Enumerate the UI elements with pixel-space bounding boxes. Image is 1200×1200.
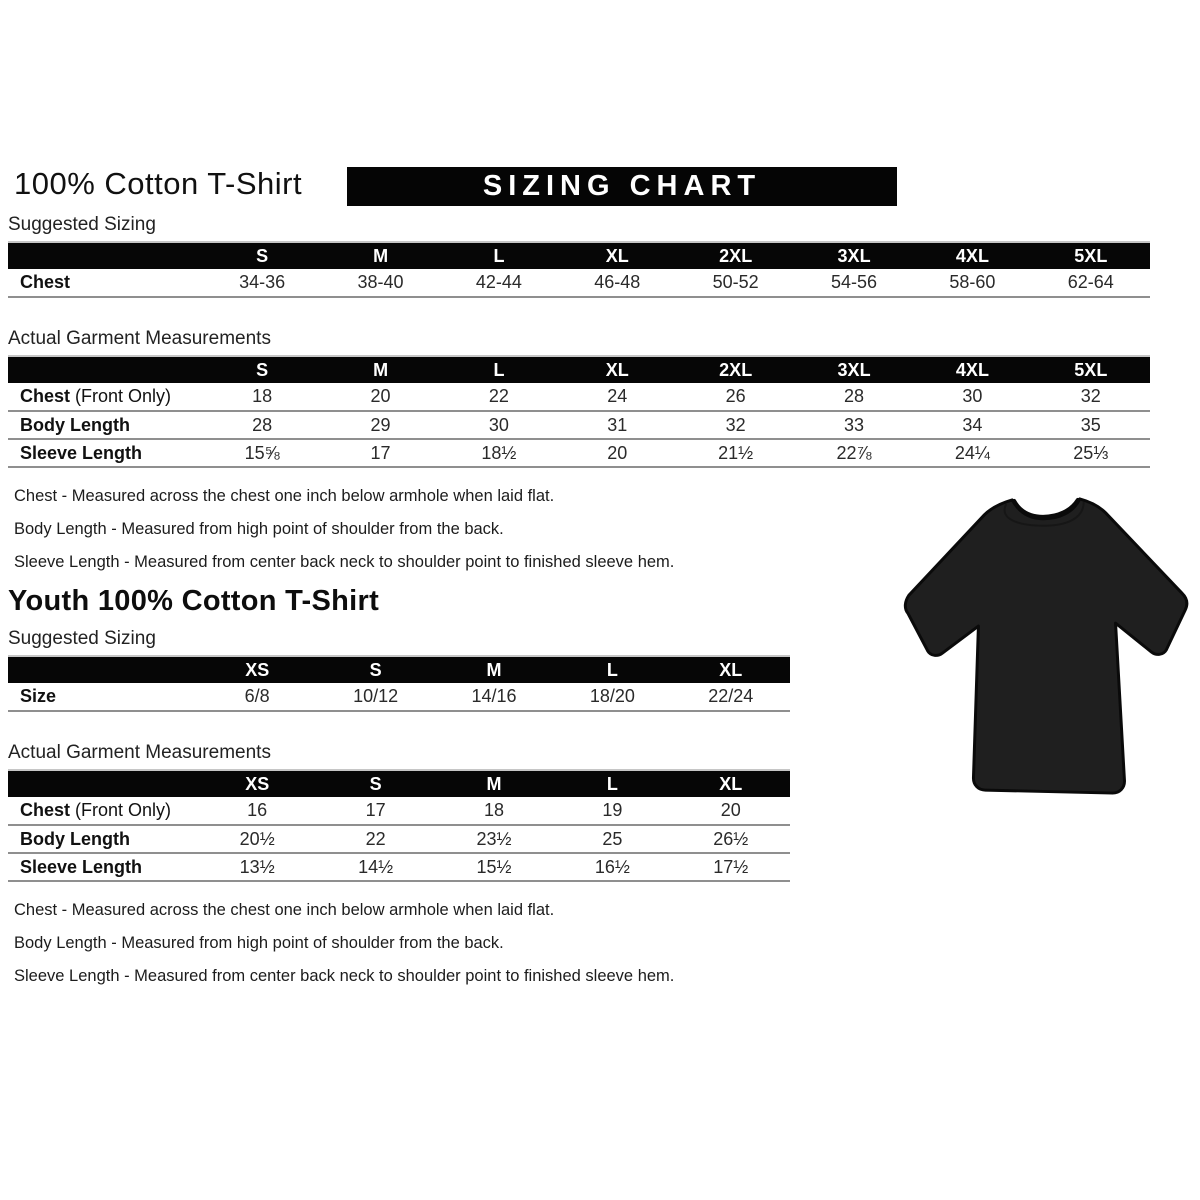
measurement-value: 20½ <box>239 828 275 849</box>
table-row <box>8 853 790 881</box>
row-label: Sleeve Length <box>20 856 143 877</box>
measurement-value: 46-48 <box>594 272 641 292</box>
measurement-value: 33 <box>844 414 865 435</box>
size-column-header: XL <box>558 242 676 269</box>
suggested-sizing-label: Suggested Sizing <box>8 214 156 235</box>
header-row <box>8 356 1150 383</box>
measurement-value: 19 <box>602 800 623 820</box>
sizing-chart-banner: SIZING CHART <box>347 167 897 206</box>
header-row <box>8 656 790 683</box>
row-label-header <box>8 356 203 383</box>
measurement-value: 24 <box>607 386 628 406</box>
table-row <box>8 797 790 825</box>
note-sleeve-length: Sleeve Length - Measured from center back neck to shoulder point to finished sleeve hem. <box>14 967 675 985</box>
row-label: Chest (Front Only) <box>20 800 172 820</box>
size-column-header: M <box>321 356 439 383</box>
measurement-value: 20 <box>720 800 741 820</box>
measurement-value: 22 <box>365 828 386 849</box>
youth-suggested-sizing-table <box>8 655 790 712</box>
row-label-header <box>8 770 198 797</box>
measurement-value: 54-56 <box>831 272 878 292</box>
measurement-value: 25 <box>602 828 623 849</box>
row-label: Body Length <box>20 828 130 849</box>
measurement-value: 34-36 <box>239 272 286 292</box>
table-row <box>8 683 790 711</box>
table-row <box>8 825 790 853</box>
table-row <box>8 269 1150 297</box>
top-heading-row <box>8 166 1200 210</box>
size-column-header: 5XL <box>1032 356 1150 383</box>
size-column-header: S <box>316 770 434 797</box>
youth-section-title: Youth 100% Cotton T-Shirt <box>8 585 380 617</box>
table-row <box>8 383 1150 411</box>
size-column-header: 4XL <box>913 242 1031 269</box>
measurement-value: 14½ <box>358 856 394 877</box>
measurement-value: 31 <box>607 414 628 435</box>
size-column-header: L <box>553 656 671 683</box>
header-row <box>8 770 790 797</box>
measurement-value: 30 <box>962 386 983 406</box>
measurement-value: 50-52 <box>712 272 759 292</box>
measurement-value: 24¼ <box>954 442 990 463</box>
table-row <box>8 439 1150 467</box>
size-column-header: XL <box>558 356 676 383</box>
measurement-value: 22/24 <box>708 686 754 706</box>
size-column-header: 3XL <box>795 356 913 383</box>
size-column-header: XL <box>672 656 790 683</box>
header-row <box>8 242 1150 269</box>
row-label: Chest <box>20 272 71 292</box>
measurement-value: 6/8 <box>244 686 270 706</box>
size-column-header: M <box>435 770 553 797</box>
measurement-value: 38-40 <box>357 272 404 292</box>
measurement-value: 21½ <box>718 442 754 463</box>
page-title: 100% Cotton T-Shirt <box>14 166 303 201</box>
note-sleeve-length: Sleeve Length - Measured from center back neck to shoulder point to finished sleeve hem. <box>14 553 675 571</box>
note-body-length: Body Length - Measured from high point of shoulder from the back. <box>14 520 504 538</box>
size-column-header: L <box>440 242 558 269</box>
measurement-value: 28 <box>844 386 865 406</box>
adult-actual-measurements-table <box>8 355 1150 468</box>
row-label: Body Length <box>20 414 130 435</box>
measurement-value: 20 <box>370 386 391 406</box>
measurement-value: 29 <box>370 414 391 435</box>
measurement-value: 58-60 <box>949 272 996 292</box>
measurement-value: 34 <box>962 414 983 435</box>
size-column-header: S <box>203 356 321 383</box>
table-row <box>8 411 1150 439</box>
size-column-header: L <box>553 770 671 797</box>
note-chest: Chest - Measured across the chest one inch below armhole when laid flat. <box>14 487 555 505</box>
size-column-header: M <box>321 242 439 269</box>
measurement-value: 30 <box>488 414 509 435</box>
row-label-header <box>8 242 203 269</box>
measurement-value: 14/16 <box>471 686 517 706</box>
youth-suggested-sizing-label: Suggested Sizing <box>8 628 156 649</box>
measurement-value: 26½ <box>713 828 749 849</box>
measurement-value: 13½ <box>239 856 275 877</box>
row-label-header <box>8 656 198 683</box>
size-column-header: 3XL <box>795 242 913 269</box>
note-body-length: Body Length - Measured from high point of shoulder from the back. <box>14 934 504 952</box>
size-column-header: 5XL <box>1032 242 1150 269</box>
note-chest: Chest - Measured across the chest one inch below armhole when laid flat. <box>14 901 555 919</box>
measurement-value: 16 <box>247 800 268 820</box>
measurement-value: 32 <box>1080 386 1101 406</box>
adult-suggested-sizing-table <box>8 241 1150 298</box>
size-column-header: 2XL <box>677 356 795 383</box>
row-label: Sleeve Length <box>20 442 143 463</box>
measurement-value: 10/12 <box>353 686 399 706</box>
size-column-header: S <box>203 242 321 269</box>
measurement-value: 42-44 <box>475 272 522 292</box>
youth-measurement-notes <box>14 894 1200 993</box>
row-label: Chest (Front Only) <box>20 386 172 406</box>
youth-actual-measurements-label: Actual Garment Measurements <box>8 742 271 763</box>
measurement-value: 32 <box>725 414 746 435</box>
size-column-header: S <box>316 656 434 683</box>
size-column-header: XS <box>198 656 316 683</box>
measurement-value: 23½ <box>476 828 512 849</box>
measurement-value: 22⅞ <box>836 442 872 463</box>
measurement-value: 18 <box>252 386 273 406</box>
tshirt-icon <box>893 486 1195 804</box>
measurement-value: 18/20 <box>589 686 635 706</box>
measurement-value: 28 <box>252 414 273 435</box>
measurement-value: 35 <box>1080 414 1101 435</box>
row-label: Size <box>20 686 57 706</box>
measurement-value: 22 <box>488 386 509 406</box>
measurement-value: 17 <box>365 800 386 820</box>
measurement-value: 20 <box>607 442 628 463</box>
measurement-value: 25⅓ <box>1073 442 1109 463</box>
measurement-value: 26 <box>725 386 746 406</box>
measurement-value: 18 <box>483 800 504 820</box>
size-column-header: XS <box>198 770 316 797</box>
size-column-header: M <box>435 656 553 683</box>
youth-actual-measurements-table <box>8 769 790 882</box>
measurement-value: 16½ <box>594 856 630 877</box>
measurement-value: 17 <box>370 442 391 463</box>
size-column-header: 2XL <box>677 242 795 269</box>
size-column-header: L <box>440 356 558 383</box>
black-tshirt-image <box>893 486 1195 804</box>
measurement-value: 62-64 <box>1067 272 1114 292</box>
actual-measurements-label: Actual Garment Measurements <box>8 328 271 349</box>
measurement-value: 18½ <box>481 442 517 463</box>
measurement-value: 15½ <box>476 856 512 877</box>
measurement-value: 15⅝ <box>244 442 280 463</box>
measurement-value: 17½ <box>713 856 749 877</box>
size-column-header: 4XL <box>913 356 1031 383</box>
size-column-header: XL <box>672 770 790 797</box>
